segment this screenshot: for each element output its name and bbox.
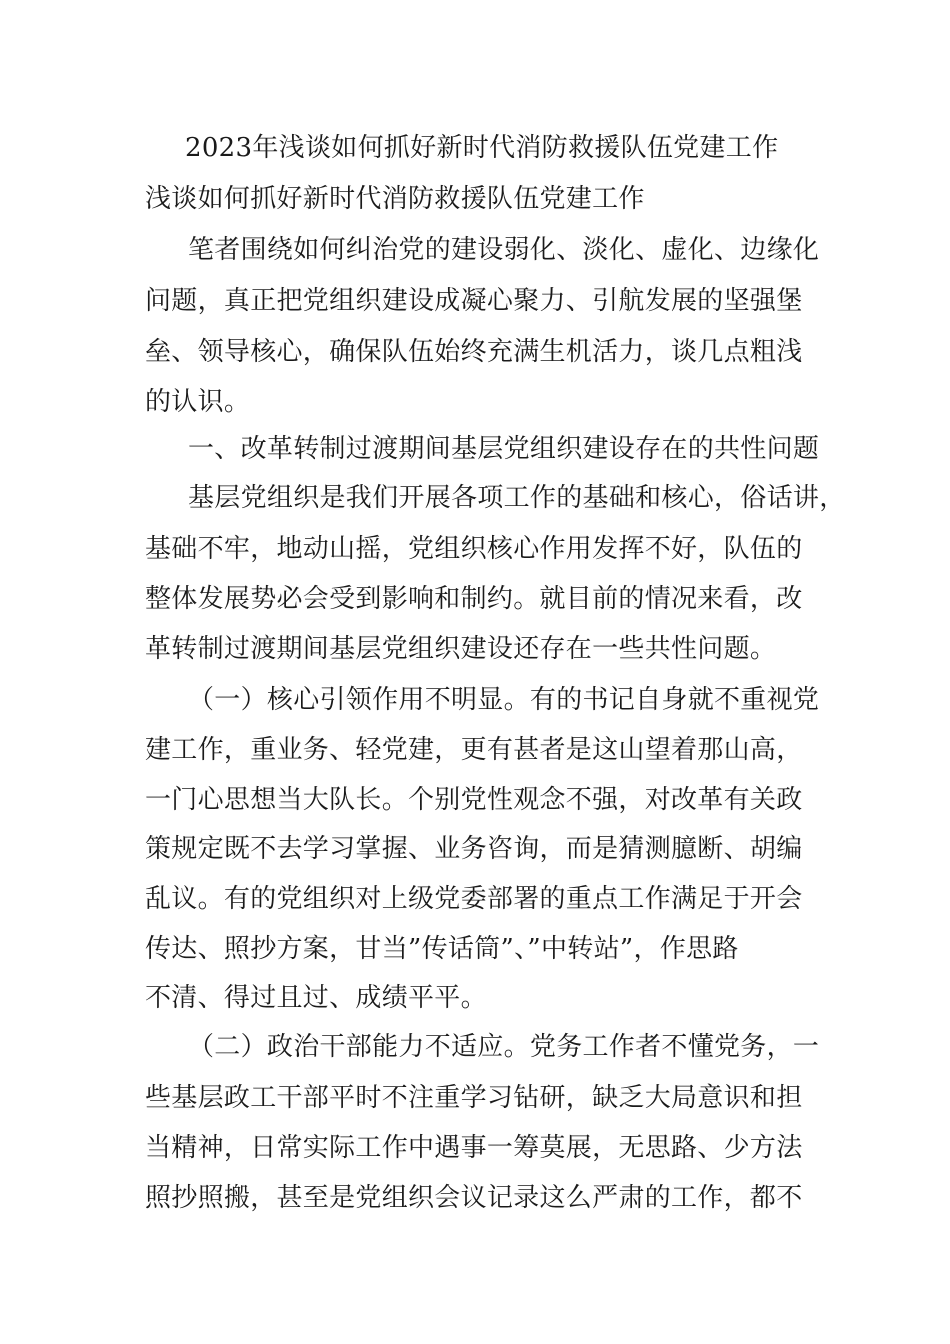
paragraph-line: 笔者围绕如何纠治党的建设弱化、淡化、虚化、边缘化 [188, 235, 820, 265]
paragraph-line: 不清、得过且过、成绩平平。 [145, 983, 487, 1013]
paragraph-line: 一门心思想当大队长。个别党性观念不强，对改革有关政 [145, 785, 803, 815]
paragraph-line: 基础不牢，地动山摇，党组织核心作用发挥不好，队伍的 [145, 534, 803, 564]
paragraph-line: 问题，真正把党组织建设成凝心聚力、引航发展的坚强堡 [145, 286, 803, 316]
paragraph-line: 当精神，日常实际工作中遇事一筹莫展，无思路、少方法 [145, 1133, 803, 1163]
paragraph-line: 传达、照抄方案，甘当”传话筒”、”中转站”，作思路 [145, 934, 739, 964]
document-title: 2023年浅谈如何抓好新时代消防救援队伍党建工作 [185, 133, 779, 163]
paragraph-line: （一）核心引领作用不明显。有的书记自身就不重视党 [188, 685, 820, 715]
paragraph-line: 革转制过渡期间基层党组织建设还存在一些共性问题。 [145, 634, 777, 664]
paragraph-line: 整体发展势必会受到影响和制约。就目前的情况来看，改 [145, 584, 803, 614]
document-subtitle: 浅谈如何抓好新时代消防救援队伍党建工作 [145, 184, 645, 214]
paragraph-line: 策规定既不去学习掌握、业务咨询，而是猜测臆断、胡编 [145, 834, 803, 864]
paragraph-line: 的认识。 [145, 387, 251, 417]
paragraph-line: 建工作，重业务、轻党建，更有甚者是这山望着那山高， [145, 735, 803, 765]
paragraph-line: 乱议。有的党组织对上级党委部署的重点工作满足于开会 [145, 884, 803, 914]
paragraph-line: 基层党组织是我们开展各项工作的基础和核心，俗话讲， [188, 483, 846, 513]
paragraph-line: 些基层政工干部平时不注重学习钻研，缺乏大局意识和担 [145, 1083, 803, 1113]
paragraph-line: （二）政治干部能力不适应。党务工作者不懂党务，一 [188, 1032, 820, 1062]
section-heading: 一、改革转制过渡期间基层党组织建设存在的共性问题 [188, 434, 820, 464]
paragraph-line: 垒、领导核心，确保队伍始终充满生机活力，谈几点粗浅 [145, 337, 803, 367]
paragraph-line: 照抄照搬，甚至是党组织会议记录这么严肃的工作，都不 [145, 1183, 803, 1213]
